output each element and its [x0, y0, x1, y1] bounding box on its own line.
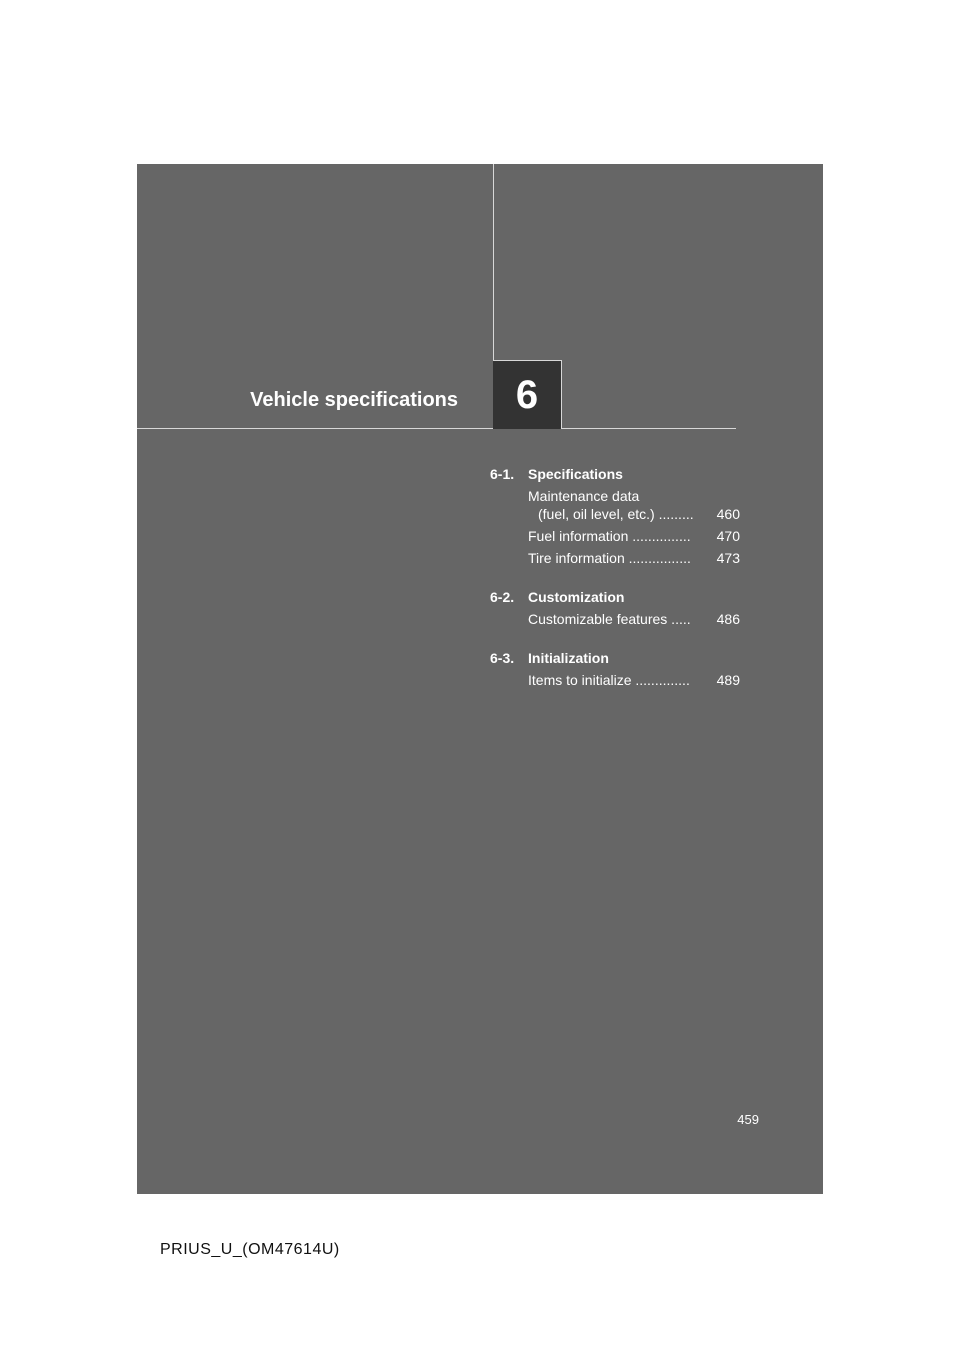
toc-section	[490, 648, 740, 689]
toc-section-number: 6-3.	[490, 650, 515, 666]
chapter-title: Vehicle specifications	[250, 389, 458, 411]
toc-section-title: Specifications	[528, 466, 623, 482]
toc-section	[490, 464, 740, 567]
toc-section-heading[interactable]	[490, 587, 740, 607]
toc-entry[interactable]	[490, 549, 740, 567]
toc-entry[interactable]	[490, 610, 740, 628]
toc-entry-text	[528, 610, 706, 628]
toc-entry-label: Maintenance data	[528, 488, 640, 504]
toc-entry-page: 470	[716, 528, 740, 544]
toc-entry[interactable]	[490, 527, 740, 545]
toc-entry-sublabel: (fuel, oil level, etc.) .........	[538, 506, 694, 522]
toc-section-title: Customization	[528, 589, 625, 605]
toc-entry-text	[528, 549, 706, 567]
toc-entry[interactable]	[490, 671, 740, 689]
toc-section-heading[interactable]	[490, 648, 740, 668]
toc-section-title: Initialization	[528, 650, 609, 666]
toc-entry-text	[528, 487, 706, 523]
chapter-panel	[137, 164, 823, 1194]
toc-entry-label: Fuel information ...............	[528, 528, 691, 544]
divider-vertical	[493, 164, 494, 361]
toc-entry-text	[528, 671, 706, 689]
toc-section-heading[interactable]	[490, 464, 740, 484]
page-number: 459	[737, 1112, 759, 1127]
toc-entry-text	[528, 527, 706, 545]
table-of-contents	[490, 464, 740, 709]
document-code: PRIUS_U_(OM47614U)	[160, 1241, 340, 1258]
toc-entry-page: 489	[716, 672, 740, 688]
toc-section-number: 6-2.	[490, 589, 515, 605]
divider-horizontal	[137, 428, 736, 429]
toc-entry-label: Items to initialize ..............	[528, 672, 690, 688]
toc-entry-page: 486	[716, 611, 740, 627]
toc-entry-page: 460	[716, 506, 740, 522]
toc-section	[490, 587, 740, 628]
toc-entry[interactable]	[490, 487, 740, 523]
chapter-number-badge: 6	[493, 360, 562, 429]
toc-entry-page: 473	[716, 550, 740, 566]
toc-entry-label: Customizable features .....	[528, 611, 691, 627]
toc-entry-label: Tire information ................	[528, 550, 691, 566]
toc-section-number: 6-1.	[490, 466, 515, 482]
